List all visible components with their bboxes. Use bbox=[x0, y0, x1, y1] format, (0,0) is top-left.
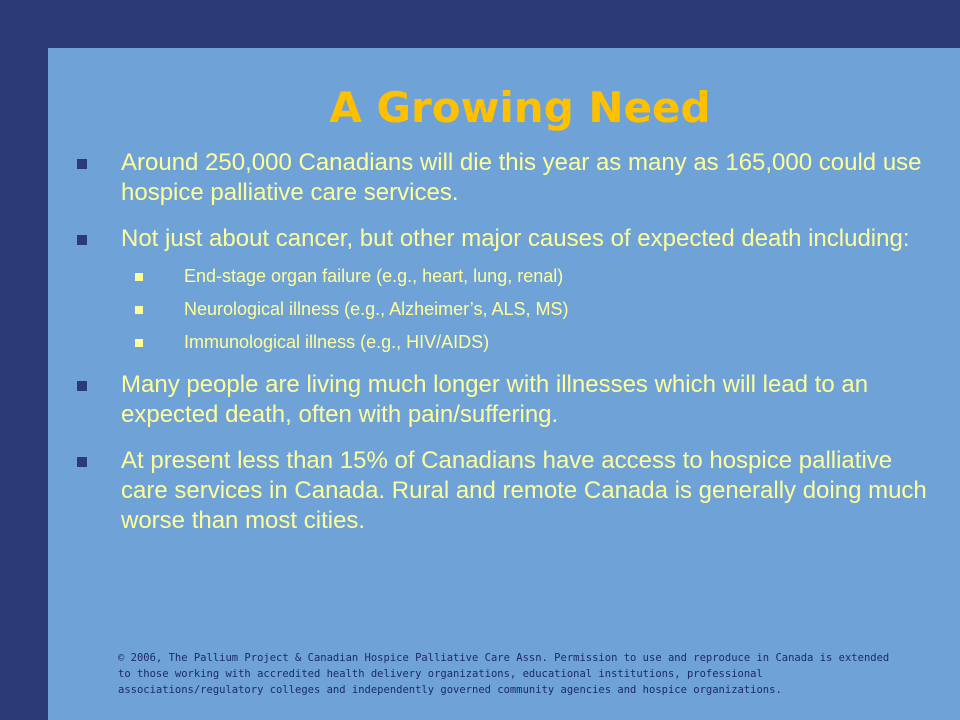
bullet-item bbox=[0, 148, 960, 208]
sub-bullet-item bbox=[0, 297, 930, 321]
bullet-item bbox=[0, 224, 960, 354]
copyright-footer: © 2006, The Pallium Project & Canadian Hospice Palliative Care Assn. Permission to use and reproduce in Canada is extended to those working with accredited health delivery organizations, educational institutions, professional associations/regulatory colleges and independently governed community agencies and hospice organizations. bbox=[118, 652, 890, 696]
square-sub-bullet-icon bbox=[135, 273, 143, 281]
square-bullet-icon bbox=[77, 457, 87, 467]
sub-bullet-item bbox=[0, 264, 930, 288]
square-sub-bullet-icon bbox=[135, 339, 143, 347]
sub-bullet-item bbox=[0, 330, 930, 354]
bullet-text: At present less than 15% of Canadians have access to hospice palliative care services in Canada. Rural and remote Canada is generally doing much worse than most cities. bbox=[121, 447, 927, 534]
slide-title: A Growing Need bbox=[329, 83, 711, 132]
sub-bullet-text: End-stage organ failure (e.g., heart, lung, renal) bbox=[184, 266, 564, 286]
sub-bullet-text: Immunological illness (e.g., HIV/AIDS) bbox=[184, 332, 490, 352]
square-sub-bullet-icon bbox=[135, 306, 143, 314]
bullet-list bbox=[0, 148, 960, 552]
bullet-text: Around 250,000 Canadians will die this year as many as 165,000 could use hospice palliative care services. bbox=[121, 149, 922, 206]
bullet-item bbox=[0, 370, 960, 430]
square-bullet-icon bbox=[77, 381, 87, 391]
sub-bullet-list bbox=[121, 264, 930, 354]
bullet-text: Not just about cancer, but other major causes of expected death including: bbox=[121, 225, 910, 252]
square-bullet-icon bbox=[77, 235, 87, 245]
sub-bullet-text: Neurological illness (e.g., Alzheimer’s, ALS, MS) bbox=[184, 299, 569, 319]
bullet-text: Many people are living much longer with illnesses which will lead to an expected death, often with pain/suffering. bbox=[121, 371, 869, 428]
bullet-item bbox=[0, 446, 960, 536]
square-bullet-icon bbox=[77, 159, 87, 169]
